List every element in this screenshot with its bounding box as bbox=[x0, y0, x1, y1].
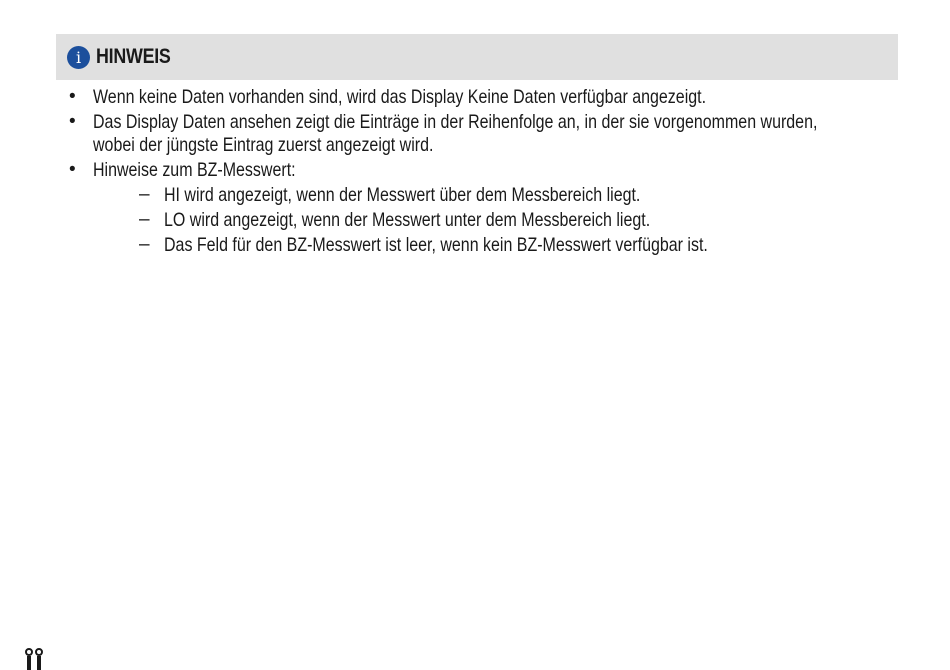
bullet-text-continuation: wobei der jüngste Eintrag zuerst angezeigt wird. bbox=[93, 134, 434, 156]
bullet-marker: • bbox=[69, 86, 76, 107]
info-icon: i bbox=[67, 46, 90, 69]
bullet-text: Hinweise zum BZ-Messwert: bbox=[93, 159, 296, 181]
bullet-marker: • bbox=[69, 159, 76, 180]
sub-item-marker: – bbox=[139, 209, 150, 230]
sub-item-marker: – bbox=[139, 184, 150, 205]
bullet-text: Das Display Daten ansehen zeigt die Einträge in der Reihenfolge an, in der sie vorgenommen wurden, bbox=[93, 111, 818, 133]
sub-item-text: HI wird angezeigt, wenn der Messwert über dem Messbereich liegt. bbox=[164, 184, 641, 206]
notice-box bbox=[56, 34, 898, 80]
sub-item-text: LO wird angezeigt, wenn der Messwert unter dem Messbereich liegt. bbox=[164, 209, 651, 231]
bullet-text: Wenn keine Daten vorhanden sind, wird das Display Keine Daten verfügbar angezeigt. bbox=[93, 86, 707, 108]
notice-title: HINWEIS bbox=[96, 45, 171, 68]
book-icon bbox=[24, 648, 46, 670]
sub-item-text: Das Feld für den BZ-Messwert ist leer, wenn kein BZ-Messwert verfügbar ist. bbox=[164, 234, 708, 256]
bullet-marker: • bbox=[69, 111, 76, 132]
sub-item-marker: – bbox=[139, 234, 150, 255]
